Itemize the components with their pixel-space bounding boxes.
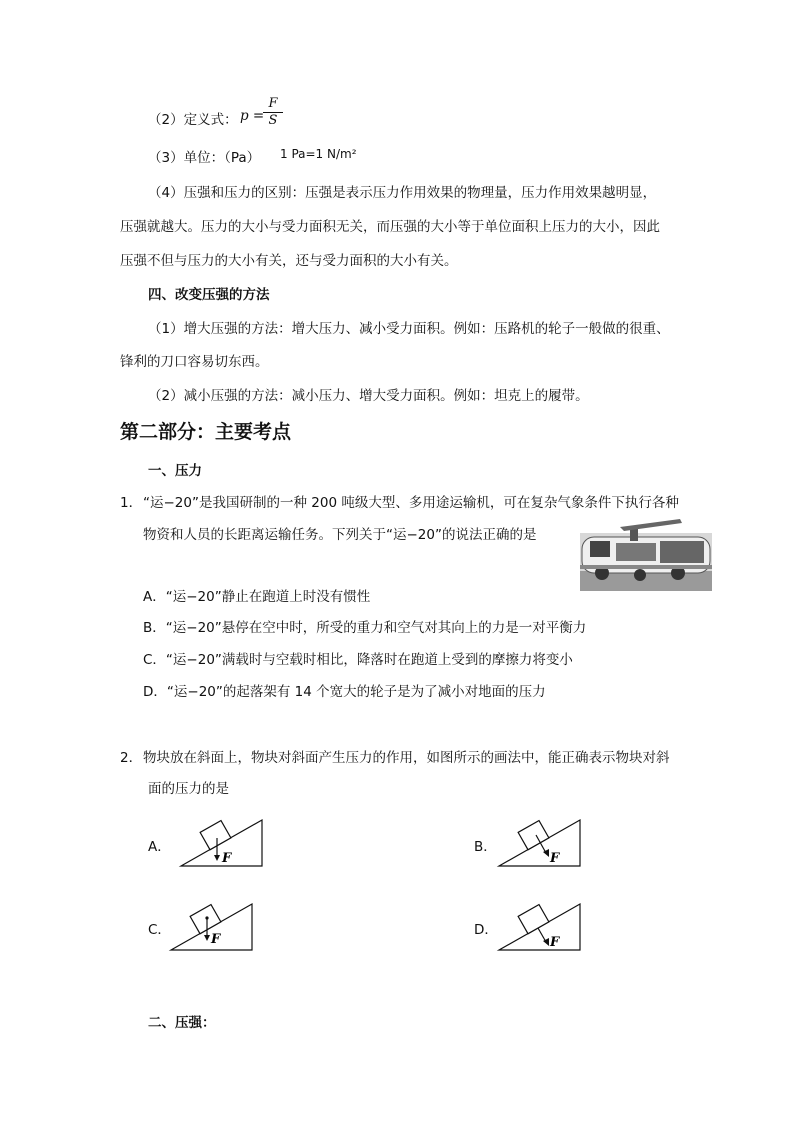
part-two-title: 第二部分：主要考点 xyxy=(120,421,292,443)
section-pressure-force-title: 一、压力 xyxy=(148,463,202,479)
q2-option-b-force-label: F xyxy=(550,851,560,866)
q2-option-c-figure xyxy=(166,894,258,954)
formula-lhs: p = xyxy=(240,108,265,124)
difference-line-2: 压强就越大。压力的大小与受力面积无关，而压强的大小等于单位面积上压力的大小，因此 xyxy=(120,219,660,235)
q2-number: 2． xyxy=(120,750,143,766)
q2-option-a-figure xyxy=(176,810,268,870)
q1-option-b: B．“运−20”悬停在空中时，所受的重力和空气对其向上的力是一对平衡力 xyxy=(143,620,587,636)
q1-stem-line-2: 物资和人员的长距离运输任务。下列关于“运−20”的说法正确的是 xyxy=(143,527,537,543)
decrease-line: （2）减小压强的方法：减小压力、增大受力面积。例如：坦克上的履带。 xyxy=(148,388,589,404)
increase-line-2: 锋利的刀口容易切东西。 xyxy=(120,354,269,370)
q2-option-b-label: B． xyxy=(474,839,497,855)
unit-value: 1 Pa=1 N/m² xyxy=(280,147,357,161)
q2-option-c-force-label: F xyxy=(211,932,221,947)
q1-option-d: D．“运−20”的起落架有 14 个宽大的轮子是为了减小对地面的压力 xyxy=(143,684,546,700)
q2-option-d-figure xyxy=(494,894,586,954)
q2-option-d-force-label: F xyxy=(550,935,560,950)
definition-label: （2）定义式： xyxy=(148,112,238,128)
q1-option-c: C．“运−20”满载时与空载时相比，降落时在跑道上受到的摩擦力将变小 xyxy=(143,652,573,668)
q1-number: 1． xyxy=(120,495,143,511)
formula-fraction xyxy=(263,96,283,129)
q2-option-c-label: C． xyxy=(148,922,171,938)
section-four-title: 四、改变压强的方法 xyxy=(148,287,270,303)
section-pressure-title: 二、压强： xyxy=(148,1015,216,1031)
q2-option-d-label: D． xyxy=(474,922,498,938)
difference-line-1: （4）压强和压力的区别：压强是表示压力作用效果的物理量，压力作用效果越明显， xyxy=(148,185,657,201)
difference-line-3: 压强不但与压力的大小有关，还与受力面积的大小有关。 xyxy=(120,253,458,269)
unit-label: （3）单位：（Pa） xyxy=(148,150,261,166)
q2-stem-line-2: 面的压力的是 xyxy=(148,781,229,797)
q2-option-a-label: A． xyxy=(148,839,171,855)
formula-numerator: F xyxy=(263,96,283,113)
q1-option-a: A．“运−20”静止在跑道上时没有惯性 xyxy=(143,589,371,605)
formula-denominator: S xyxy=(268,113,278,128)
q2-stem-line-1: 物块放在斜面上，物块对斜面产生压力的作用，如图所示的画法中，能正确表示物块对斜 xyxy=(143,750,670,766)
q2-option-b-figure xyxy=(494,810,586,870)
increase-line-1: （1）增大压强的方法：增大压力、减小受力面积。例如：压路机的轮子一般做的很重、 xyxy=(148,321,670,337)
q1-stem-line-1: “运−20”是我国研制的一种 200 吨级大型、多用途运输机，可在复杂气象条件下执行各种 xyxy=(143,495,679,511)
aircraft-photo xyxy=(580,513,712,591)
q2-option-a-force-label: F xyxy=(222,851,232,866)
